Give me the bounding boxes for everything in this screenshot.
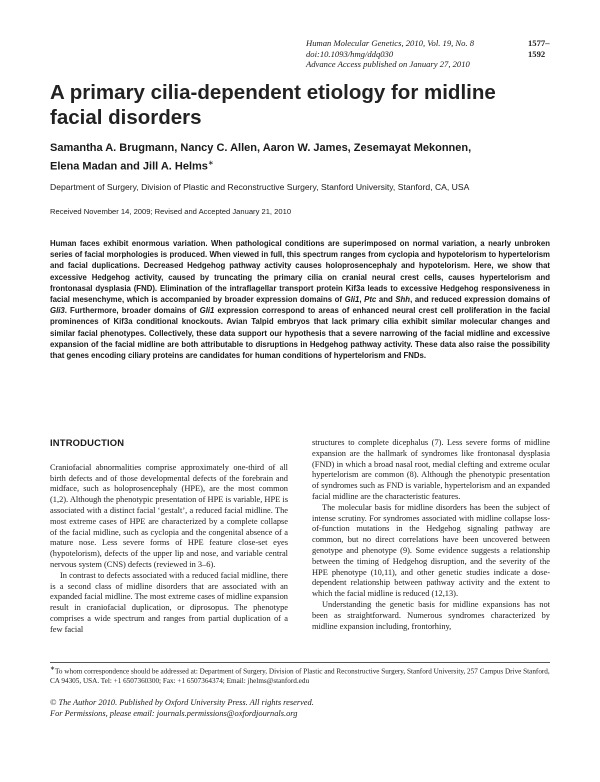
corresponding-author-mark: ∗ [207,160,214,167]
footnote-text: To whom correspondence should be addressed at: Department of Surgery, Division of Plastic and Reconstructive Surgery, Stanford University, 257 Campus Drive Stanford, CA 94305, USA. Tel: +1 6507360300; Fax: +1 6507364374; Email: jhelms@stanford.edu [50,667,550,685]
authors-line-2 [50,156,550,175]
doi: doi:10.1093/hmg/ddq030 [306,48,394,59]
abstract-sep-1: , [359,295,365,305]
abstract-sep-2: and [376,295,396,305]
abstract-text-4: expression correspond to areas of enhanced neural crest cell proliferation in the facial prominences of Kif3a conditional knockouts. Avian Talpid embryos that lack primary cilia exhibit similar molecular changes and similar facial phenotypes. Collectively, these data support our hypothesis that a severe narrowing of the facial midline and excessive expansion of the facial midline are both attributable to disruptions in Hedgehog pathway activity. These data also raise the possibility that genes encoding ciliary proteins are candidates for human conditions of hypertelorism and FNDs. [50,306,550,361]
abstract [50,238,550,361]
abstract-text-3: . Furthermore, broader domains of [64,306,200,316]
page-range: 1577–1592 [528,38,550,59]
left-column [50,438,288,636]
abstract-text-1: Human faces exhibit enormous variation. When pathological conditions are superimposed on normal variation, a nearly unbroken series of facial morphologies is produced. When viewed in full, this spectrum ranges from cyclopia and hypotelorism to hypertelorism and facial duplications. Decreased Hedgehog pathway activity causes holoprosencephaly and hypotelorism. Here, we show that excessive Hedgehog activity, caused by truncating the primary cilia on cranial neural crest cells, causes hypertelorism and frontonasal dysplasia (FND). Elimination of the intraflagellar transport protein Kif3a leads to excessive Hedgehog responsiveness in facial mesenchyme, which is accompanied by broader expression domains of [50,239,550,305]
copyright-block [50,697,314,719]
authors-line-2-text: Elena Madan and Jill A. Helms [50,160,208,173]
abstract-text-2: , and reduced expression domains of [410,295,550,305]
intro-paragraph-2: In contrast to defects associated with a reduced facial midline, there is a second class of midline disorders that are associated with an expanded facial midline. The most extreme cases of midline expansion result in craniofacial duplication, or diprosopus. The phenotype comprises a wide spectrum and ranges from partial duplication of a few facial [50,570,288,634]
gene-gli3: Gli3 [50,306,65,316]
affiliation: Department of Surgery, Division of Plastic and Reconstructive Surgery, Stanford University, Stanford, CA, USA [50,182,470,192]
footnote-divider [50,662,550,663]
permissions-line: For Permissions, please email: journals.permissions@oxfordjournals.org [50,709,298,719]
received-dates: Received November 14, 2009; Revised and Accepted January 21, 2010 [50,207,292,216]
gene-gli1: Gli1 [344,295,360,305]
gene-shh: Shh [395,295,411,305]
footnote-mark: ∗ [50,666,56,672]
introduction-heading: INTRODUCTION [50,437,125,448]
intro-paragraph-4: The molecular basis for midline disorders has been the subject of intense scrutiny. For syndromes associated with midline collapse loss-of-function mutations in the Hedgehog signaling pathway are common, but no direct correlations have been uncovered between genotype and phenotype (9). Some evidence suggests a relationship between the timing of Hedgehog disruption, and the severity of the HPE phenotype (10,11), and other genetic studies indicate a dose-dependent relationship between pathway activity and the extent to which the facial midline is reduced (12,13). [312,502,550,599]
article-title: A primary cilia-dependent etiology for midline facial disorders [50,81,496,129]
gene-gli1-second: Gli1 [199,306,215,316]
copyright-line: © The Author 2010. Published by Oxford University Press. All rights reserved. [50,698,314,707]
journal-header [306,38,550,70]
authors-line-1: Samantha A. Brugmann, Nancy C. Allen, Aaron W. James, Zesemayat Mekonnen, [50,142,472,154]
journal-citation: Human Molecular Genetics, 2010, Vol. 19, No. 8 [306,38,475,48]
intro-paragraph-5: Understanding the genetic basis for midline expansions has not been as straightforward. Numerous syndromes characterized by midline expansion including, frontorhiny, [312,599,550,631]
right-column [312,438,550,632]
intro-paragraph-3: structures to complete dicephalus (7). Less severe forms of midline expansion are the hallmark of syndromes like frontonasal dysplasia (FND) in which a broad nasal root, medial clefting and extreme ocular hypertelorism are common (8). Although the phenotypic presentation of syndromes such as FND is variable, hypertelorism and an expanded facial midline are the characteristic features. [312,438,550,501]
intro-paragraph-1: Craniofacial abnormalities comprise approximately one-third of all birth defects and of those developmental defects of the forebrain and midface, such as holoprosencephaly (HPE), are the most common (1,2). Although the phenotypic presentation of HPE is variable, HPE is associated with a distinct facial ‘gestalt’, a reduced facial midline. The most extreme cases of HPE are characterized by a complete collapse of the facial midline, such as cyclopia and the congenital absence of a mature nose. Less severe forms of HPE feature close-set eyes (hypotelorism), defects of the upper lip and nose, and variable central nervous system (CNS) defects (reviewed in 3–6). [50,462,288,569]
gene-ptc: Ptc [364,295,377,305]
advance-access-note: Advance Access published on January 27, 2010 [306,59,470,70]
author-list [50,140,550,175]
correspondence-footnote [50,665,550,687]
